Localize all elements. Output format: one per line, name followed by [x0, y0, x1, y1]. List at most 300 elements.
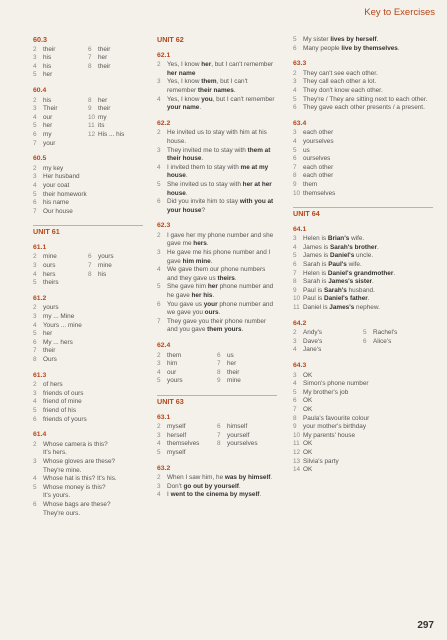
- answer-cell: [33, 54, 88, 63]
- answer-row: [157, 283, 277, 300]
- answer-number: 2: [33, 253, 37, 261]
- answer-row: [33, 279, 143, 288]
- page-number: 297: [417, 620, 434, 631]
- answer-row: [293, 87, 433, 96]
- answer-text: mine: [227, 377, 241, 385]
- answer-text: James is Sarah's brother.: [303, 243, 379, 251]
- answer-number: 3: [293, 78, 297, 86]
- answer-text: each other: [303, 163, 334, 171]
- answer-text: our: [43, 113, 53, 121]
- answer-cell: [33, 71, 88, 80]
- answer-row: [33, 122, 143, 131]
- answer-cell: [157, 423, 217, 432]
- answer-emphasis: theirs: [217, 274, 235, 282]
- answer-row: [293, 304, 433, 313]
- answer-text: hers: [43, 270, 56, 278]
- answer-number: 2: [293, 329, 297, 337]
- answer-number: 5: [33, 190, 37, 198]
- answer-text: Yes, I know you, but I can't remember your name.: [167, 95, 275, 112]
- answer-row: [293, 244, 433, 253]
- answer-number: 13: [293, 457, 301, 465]
- answer-row: [33, 262, 143, 271]
- answer-text: My brother's job: [303, 388, 349, 396]
- answer-number: 12: [293, 448, 301, 456]
- answer-row: [157, 360, 277, 369]
- answer-text: Yours ... mine: [43, 321, 82, 329]
- answer-number: 10: [293, 189, 301, 197]
- answer-number: 7: [217, 431, 221, 439]
- page-heading: Key to Exercises: [364, 7, 435, 18]
- answer-number: 8: [217, 368, 221, 376]
- answer-text: Yes, I know her, but I can't remember her name: [167, 61, 274, 77]
- answer-row: [293, 432, 433, 441]
- answer-text: them: [167, 351, 182, 359]
- answer-emphasis: them: [201, 78, 217, 86]
- answer-cell: [33, 262, 88, 271]
- answer-number: 4: [293, 137, 297, 145]
- answer-number: 8: [88, 96, 92, 104]
- answer-cell: [88, 271, 143, 280]
- answer-number: 4: [33, 181, 37, 189]
- answer-cell: [33, 46, 88, 55]
- answer-text: OK: [303, 448, 313, 456]
- answer-text: each other: [303, 129, 334, 137]
- answer-text: my ... Mine: [43, 313, 75, 321]
- answer-cell: [33, 140, 88, 149]
- answer-text: Whose camera is this? It's hers.: [43, 440, 108, 457]
- answer-cell: [363, 338, 433, 347]
- answer-row: [293, 181, 433, 190]
- exercise-label: 62.1: [157, 51, 171, 59]
- exercise-label: 63.3: [293, 60, 307, 68]
- answer-text: My sister lives by herself.: [303, 36, 379, 43]
- answer-number: 10: [88, 113, 96, 121]
- answer-number: 2: [157, 474, 161, 482]
- answer-emphasis: them yours: [207, 326, 242, 334]
- answer-row: [33, 322, 143, 331]
- answer-row: [293, 466, 433, 475]
- answer-number: 2: [157, 61, 161, 69]
- answer-number: 4: [157, 163, 161, 171]
- answer-emphasis: live by themselves: [341, 44, 398, 52]
- answer-cell: [88, 122, 143, 131]
- answer-cell: [88, 63, 143, 72]
- answer-row: [157, 352, 277, 361]
- answer-number: 6: [33, 415, 37, 423]
- answer-row: [157, 483, 277, 492]
- answer-text: yourselves: [303, 137, 334, 145]
- answer-cell: [33, 131, 88, 140]
- answer-cell: [33, 279, 88, 288]
- answer-text: his: [98, 270, 107, 278]
- answer-text: My parents' house: [303, 431, 356, 439]
- answer-text: You gave us your phone number and we gave you ours.: [167, 300, 274, 317]
- answer-number: 7: [217, 360, 221, 368]
- answer-text: her: [43, 330, 53, 338]
- answer-row: [157, 198, 277, 215]
- answer-text: I gave her my phone number and she gave me hers.: [167, 231, 274, 248]
- answer-text: themselves: [167, 440, 200, 448]
- answer-number: 2: [33, 304, 37, 312]
- answer-number: 6: [33, 130, 37, 138]
- answer-number: 4: [33, 398, 37, 406]
- answer-row: [33, 313, 143, 322]
- answer-emphasis: go out by yourself: [183, 482, 239, 490]
- answer-emphasis: with you at your house: [167, 198, 274, 214]
- answer-text: Whose money is this? It's yours.: [43, 483, 106, 500]
- answer-text: Many people live by themselves.: [303, 44, 400, 52]
- answer-number: 8: [293, 172, 297, 180]
- answer-cell: [157, 432, 217, 441]
- answer-number: 7: [88, 262, 92, 270]
- answer-number: 4: [293, 86, 297, 94]
- answer-text: ourselves: [303, 155, 331, 163]
- answer-number: 7: [33, 347, 37, 355]
- answer-row: [293, 36, 433, 45]
- answer-number: 3: [33, 262, 37, 270]
- answer-number: 5: [33, 406, 37, 414]
- answer-text: his: [43, 54, 52, 62]
- answer-emphasis: Daniel's father: [323, 295, 368, 303]
- answer-text: yours: [98, 253, 114, 261]
- answer-text: They call each other a lot.: [303, 78, 377, 86]
- answer-cell: [88, 71, 143, 80]
- answer-number: 5: [363, 329, 367, 337]
- answer-row: [293, 329, 433, 338]
- answer-number: 3: [293, 337, 297, 345]
- answer-cell: [88, 140, 143, 149]
- answer-text: their: [43, 45, 56, 53]
- answer-text: their: [98, 45, 111, 53]
- answer-number: 3: [33, 313, 37, 321]
- answer-row: [293, 235, 433, 244]
- answer-text: Whose hat is this? It's his.: [43, 475, 117, 483]
- answer-cell: [217, 432, 277, 441]
- answer-number: 5: [293, 36, 297, 43]
- answer-row: [33, 54, 143, 63]
- answer-number: 6: [88, 45, 92, 53]
- answer-emphasis: was by himself: [224, 474, 271, 482]
- answer-number: 4: [157, 266, 161, 274]
- answer-text: friend of his: [43, 406, 77, 414]
- answer-text: OK: [303, 466, 313, 474]
- answer-emphasis: ours: [204, 309, 219, 317]
- answer-text: My ... hers: [43, 338, 73, 346]
- answer-number: 5: [33, 330, 37, 338]
- answer-number: 12: [88, 130, 96, 138]
- answer-row: [293, 380, 433, 389]
- answer-cell: [33, 114, 88, 123]
- answer-text: They can't see each other.: [303, 69, 378, 77]
- exercise-label: 62.3: [157, 222, 171, 230]
- answer-cell: [293, 329, 363, 338]
- answer-number: 3: [157, 482, 161, 490]
- answer-text: your: [43, 139, 56, 147]
- column-3: [293, 36, 433, 475]
- answer-row: [33, 458, 143, 475]
- answer-text: Paul is Sarah's husband.: [303, 286, 375, 294]
- answer-number: 6: [157, 300, 161, 308]
- answer-number: 6: [33, 199, 37, 207]
- answer-number: 3: [33, 457, 37, 465]
- answer-row: [157, 474, 277, 483]
- answer-row: [293, 70, 433, 79]
- exercise-label: 62.2: [157, 119, 171, 127]
- answer-text: Did you invite him to stay with you at your house?: [167, 198, 274, 214]
- answer-text: Simon's phone number: [303, 380, 369, 388]
- answer-number: 7: [33, 207, 37, 215]
- answer-text: friend of mine: [43, 398, 82, 406]
- answer-number: 3: [157, 360, 161, 368]
- answer-text: Dave's: [303, 337, 323, 345]
- answer-text: OK: [303, 371, 313, 379]
- answer-emphasis: James's sister: [328, 278, 373, 286]
- answer-row: [293, 104, 433, 113]
- answer-number: 8: [88, 270, 92, 278]
- answer-text: Andy's: [303, 329, 322, 337]
- answer-row: [293, 372, 433, 381]
- answer-row: [157, 78, 277, 95]
- answer-number: 3: [33, 105, 37, 113]
- answer-number: 3: [293, 235, 297, 243]
- answer-cell: [33, 105, 88, 114]
- answer-number: 3: [293, 371, 297, 379]
- answer-emphasis: lives by herself: [330, 36, 377, 43]
- answer-cell: [33, 63, 88, 72]
- column-1: [33, 36, 143, 518]
- answer-number: 8: [293, 414, 297, 422]
- answer-text: their: [227, 368, 240, 376]
- answer-text: Helen is Daniel's grandmother.: [303, 269, 396, 277]
- answer-row: [33, 330, 143, 339]
- answer-number: 6: [293, 397, 297, 405]
- answer-row: [293, 270, 433, 279]
- answer-row: [293, 295, 433, 304]
- answer-emphasis: your: [203, 300, 218, 308]
- answer-row: [33, 191, 143, 200]
- answer-text: him: [167, 360, 178, 368]
- answer-number: 10: [293, 431, 301, 439]
- answer-text: her: [43, 71, 53, 79]
- answer-row: [293, 96, 433, 105]
- answer-text: your mother's birthday: [303, 423, 367, 431]
- answer-emphasis: your name: [167, 104, 200, 112]
- exercise-label: 61.2: [33, 294, 47, 302]
- answer-text: They're / They are sitting next to each other.: [303, 95, 428, 103]
- answer-number: 6: [33, 338, 37, 346]
- answer-row: [293, 423, 433, 432]
- answer-cell: [157, 440, 217, 449]
- answer-row: [33, 97, 143, 106]
- answer-number: 5: [33, 279, 37, 287]
- unit-heading: UNIT 63: [157, 395, 277, 407]
- answer-cell: [217, 423, 277, 432]
- answer-row: [33, 407, 143, 416]
- answer-row: [157, 369, 277, 378]
- exercise-label: 62.4: [157, 342, 171, 349]
- answer-row: [157, 301, 277, 318]
- answer-row: [33, 140, 143, 149]
- answer-text: friends of yours: [43, 415, 87, 423]
- answer-cell: [157, 352, 217, 361]
- answer-number: 4: [33, 270, 37, 278]
- unit-heading: UNIT 61: [33, 225, 143, 237]
- answer-emphasis: her: [201, 61, 212, 69]
- answer-number: 6: [293, 155, 297, 163]
- answer-cell: [88, 97, 143, 106]
- answer-text: She gave him her phone number and he gave her his.: [167, 283, 274, 300]
- answer-number: 7: [293, 269, 297, 277]
- answer-cell: [88, 105, 143, 114]
- answer-row: [33, 63, 143, 72]
- answer-number: 7: [293, 405, 297, 413]
- answer-number: 6: [157, 198, 161, 206]
- answer-row: [293, 190, 433, 199]
- answer-text: our: [167, 368, 177, 376]
- answer-number: 5: [33, 122, 37, 130]
- answer-cell: [157, 449, 217, 458]
- answer-text: theirs: [43, 279, 59, 287]
- answer-number: 2: [33, 45, 37, 53]
- answer-number: 6: [293, 44, 297, 52]
- answer-row: [157, 96, 277, 113]
- answer-number: 4: [157, 95, 161, 103]
- answer-cell: [217, 377, 277, 386]
- answer-text: themselves: [303, 189, 336, 197]
- answer-text: yours: [167, 377, 183, 385]
- answer-number: 3: [33, 54, 37, 62]
- answer-text: Ours: [43, 356, 57, 363]
- answer-text: We gave them our phone numbers and they gave us theirs.: [167, 266, 266, 282]
- answer-row: [293, 440, 433, 449]
- answer-number: 5: [157, 377, 161, 385]
- answer-text: mine: [98, 262, 112, 270]
- answer-text: OK: [303, 440, 313, 448]
- answer-number: 6: [33, 500, 37, 508]
- answer-text: his: [43, 62, 52, 70]
- answer-text: myself: [167, 423, 186, 431]
- answer-cell: [217, 369, 277, 378]
- answer-cell: [88, 46, 143, 55]
- answer-row: [33, 114, 143, 123]
- answer-text: yourselves: [227, 440, 258, 448]
- answer-number: 4: [157, 440, 161, 448]
- answer-number: 11: [88, 122, 95, 130]
- answer-text: her: [43, 122, 53, 130]
- answer-row: [157, 423, 277, 432]
- answer-number: 6: [217, 423, 221, 431]
- exercise-label: 61.3: [33, 371, 47, 379]
- answer-text: myself: [167, 448, 186, 456]
- answer-number: 3: [157, 78, 161, 86]
- answer-cell: [217, 352, 277, 361]
- answer-row: [33, 131, 143, 140]
- unit-heading: UNIT 62: [157, 35, 184, 44]
- answer-number: 5: [293, 95, 297, 103]
- answer-number: 11: [293, 440, 300, 448]
- answer-row: [33, 390, 143, 399]
- answer-text: They invited me to stay with them at their house.: [167, 146, 271, 163]
- answer-row: [33, 208, 143, 217]
- answer-text: OK: [303, 397, 313, 405]
- answer-row: [157, 232, 277, 249]
- answer-number: 4: [293, 243, 297, 251]
- answer-cell: [363, 329, 433, 338]
- answer-cell: [217, 440, 277, 449]
- answer-text: Paul is Daniel's father.: [303, 295, 370, 303]
- answer-emphasis: her his: [191, 292, 213, 300]
- answer-text: their homework: [43, 190, 87, 198]
- answer-row: [33, 381, 143, 390]
- answer-row: [293, 138, 433, 147]
- answer-text: of hers: [43, 381, 63, 389]
- answer-row: [293, 147, 433, 156]
- answer-number: 2: [157, 129, 161, 137]
- answer-number: 5: [157, 180, 161, 188]
- answer-number: 4: [293, 346, 297, 354]
- answer-row: [33, 475, 143, 484]
- answer-number: 11: [293, 304, 300, 312]
- answer-row: [33, 71, 143, 80]
- answer-number: 4: [33, 321, 37, 329]
- answer-number: 5: [157, 283, 161, 291]
- answer-text: OK: [303, 405, 313, 413]
- answer-text: ours: [43, 262, 56, 270]
- answer-cell: [33, 97, 88, 106]
- answer-text: mine: [43, 253, 57, 261]
- answer-cell: [88, 262, 143, 271]
- answer-row: [157, 432, 277, 441]
- answer-row: [33, 398, 143, 407]
- answer-cell: [88, 253, 143, 262]
- answer-emphasis: you: [201, 95, 213, 103]
- answer-row: [293, 164, 433, 173]
- answer-text: Yes, I know them, but I can't remember their names.: [167, 78, 248, 94]
- answer-emphasis: Paul's: [328, 261, 347, 269]
- answer-number: 4: [33, 475, 37, 483]
- answer-row: [293, 45, 433, 54]
- answer-text: They gave each other presents / a present.: [303, 104, 425, 112]
- answer-text: her: [227, 360, 237, 368]
- answer-cell: [88, 279, 143, 288]
- answer-emphasis: Sarah's brother: [330, 243, 377, 251]
- exercise-label: 64.1: [293, 225, 307, 233]
- answer-emphasis: her name: [167, 69, 196, 77]
- answer-text: his name: [43, 199, 69, 207]
- answer-row: [33, 199, 143, 208]
- answer-cell: [33, 122, 88, 131]
- answer-row: [33, 501, 143, 518]
- answer-emphasis: him mine: [182, 257, 211, 265]
- answer-row: [33, 356, 143, 365]
- exercise-label: 63.1: [157, 413, 171, 421]
- answer-emphasis: Brian's: [327, 235, 350, 243]
- answer-row: [33, 182, 143, 191]
- answer-number: 5: [33, 483, 37, 491]
- answer-cell: [33, 253, 88, 262]
- answer-number: 6: [293, 104, 297, 112]
- exercise-label: 63.4: [293, 119, 307, 127]
- answer-number: 5: [293, 388, 297, 396]
- answer-number: 7: [33, 139, 37, 147]
- answer-cell: [217, 449, 277, 458]
- answer-text: yourself: [227, 431, 250, 439]
- answer-number: 4: [157, 491, 161, 499]
- answer-row: [293, 155, 433, 164]
- answer-number: 6: [293, 261, 297, 269]
- exercise-label: 63.2: [157, 464, 171, 472]
- answer-number: 8: [33, 356, 37, 363]
